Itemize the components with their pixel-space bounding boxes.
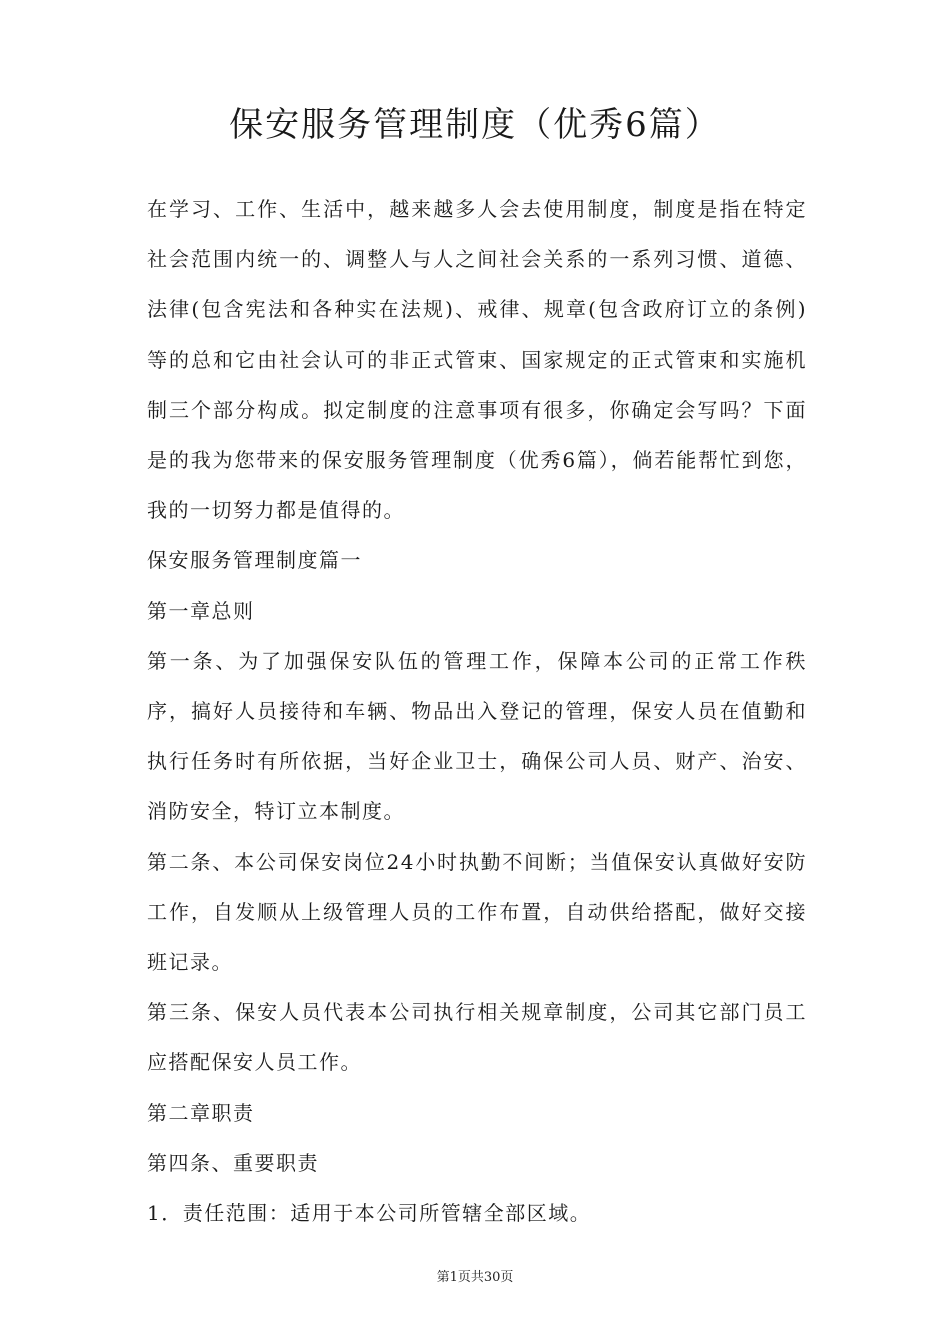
document-body (147, 184, 807, 1238)
list-item: 1．责任范围：适用于本公司所管辖全部区域。 (147, 1201, 592, 1226)
article-heading: 第四条、重要职责 (147, 1150, 319, 1175)
chapter-heading: 第二章职责 (147, 1100, 255, 1125)
article-paragraph: 第一条、为了加强保安队伍的管理工作，保障本公司的正常工作秩序，搞好人员接待和车辆、物品出入登记的管理，保安人员在值勤和执行任务时有所依据，当好企业卫士，确保公司人员、财产、治安、消防安全，特订立本制度。 (147, 648, 807, 824)
article-paragraph: 第三条、保安人员代表本公司执行相关规章制度，公司其它部门员工应搭配保安人员工作。 (147, 1000, 807, 1075)
chapter-heading: 第一章总则 (147, 598, 255, 623)
document-title: 保安服务管理制度（优秀6篇） (229, 105, 721, 145)
article-paragraph: 第二条、本公司保安岗位24小时执勤不间断；当值保安认真做好安防工作，自发顺从上级管理人员的工作布置，自动供给搭配，做好交接班记录。 (147, 849, 807, 975)
page-footer: 第1页共30页 (436, 1270, 514, 1285)
section-heading: 保安服务管理制度篇一 (147, 548, 362, 573)
paragraph-intro: 在学习、工作、生活中，越来越多人会去使用制度，制度是指在特定社会范围内统一的、调整人与人之间社会关系的一系列习惯、道德、法律(包含宪法和各种实在法规)、戒律、规章(包含政府订立的条例)等的总和它由社会认可的非正式管束、国家规定的正式管束和实施机制三个部分构成。拟定制度的注意事项有很多，你确定会写吗？下面是的我为您带来的保安服务管理制度（优秀6篇），倘若能帮忙到您，我的一切努力都是值得的。 (147, 197, 807, 523)
